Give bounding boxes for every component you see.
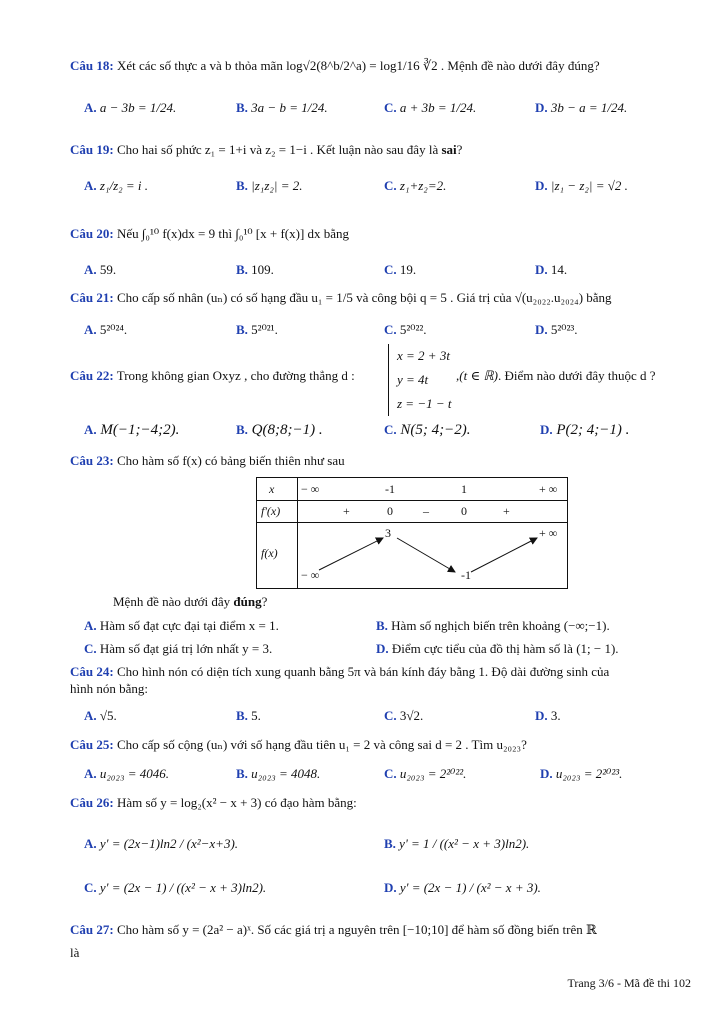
answer-c: C. y' = (2x − 1) / ((x² − x + 3)ln2). (84, 880, 267, 895)
answer-b: B. 3a − b = 1/24. (236, 100, 328, 115)
x-value: -1 (385, 482, 395, 496)
answer-c: C. u₂₀₂₃ = 2²⁰²². (384, 766, 467, 781)
answer-c: C. Hàm số đạt giá trị lớn nhất y = 3. (84, 641, 273, 656)
answer-c: C. 19. (384, 262, 417, 277)
answer-a: A. √5. (84, 708, 117, 723)
question-22: Câu 22: Trong không gian Oxyz , cho đường thẳng d : (70, 368, 355, 383)
answer-d: D. 14. (535, 262, 568, 277)
answer-b: B. |z₁z₂| = 2. (236, 178, 303, 193)
question-20: Câu 20: Nếu ∫₀¹⁰ f(x)dx = 9 thì ∫₀¹⁰ [x + f(x)] dx bằng (70, 226, 350, 241)
x-value: − ∞ (301, 482, 320, 496)
question-18 (70, 58, 600, 74)
page-footer: Trang 3/6 - Mã đề thi 102 (567, 976, 691, 990)
answer-a: A. z₁/z₂ = i . (84, 178, 149, 193)
answer-a: A. a − 3b = 1/24. (84, 100, 177, 115)
answer-d: D. Điểm cực tiểu của đồ thị hàm số là (1; − 1). (376, 641, 619, 656)
answer-c: C. 3√2. (384, 708, 424, 723)
question-23-prompt: Mệnh đề nào dưới đây đúng? (113, 594, 268, 609)
question-24-line2: hình nón bằng: (70, 681, 148, 696)
answer-b: B. y' = 1 / ((x² − x + 3)ln2). (384, 836, 530, 851)
answer-b: B. 5²⁰²¹. (236, 322, 278, 337)
answer-a: A. 59. (84, 262, 117, 277)
answer-a: A. M(−1;−4;2). (84, 422, 180, 438)
question-26: Câu 26: Hàm số y = log₂(x² − x + 3) có đạo hàm bằng: (70, 795, 357, 810)
answer-d: D. |z₁ − z₂| = √2 . (535, 178, 628, 193)
question-24: Câu 24: Cho hình nón có diện tích xung quanh bằng 5π và bán kính đáy bằng 1. Độ dài đường sinh của (70, 664, 610, 679)
answer-b: B. 5. (236, 708, 261, 723)
table-fprime-label: f'(x) (261, 504, 281, 518)
question-label: Câu 18: (70, 58, 114, 73)
question-27-line2: là (70, 945, 80, 960)
answer-d: D. P(2; 4;−1) . (540, 422, 630, 438)
answer-b: B. Q(8;8;−1) . (236, 422, 323, 438)
sign: 0 (387, 504, 393, 518)
question-text: Xét các số thực a và b thỏa mãn log√2(8^b/2^a) = log1/16 ∛2 . Mệnh đề nào dưới đây đúng? (116, 58, 600, 73)
table-x-label: x (269, 482, 275, 496)
answer-c: C. a + 3b = 1/24. (384, 100, 477, 115)
answer-b: B. u₂₀₂₃ = 4048. (236, 766, 321, 781)
f-value: + ∞ (539, 526, 558, 540)
answer-b: B. Hàm số nghịch biến trên khoảng (−∞;−1). (376, 618, 610, 633)
line-equation-system: x = 2 + 3t y = 4t z = −1 − t (388, 344, 452, 416)
answer-c: C. N(5; 4;−2). (384, 422, 471, 438)
f-value: -1 (461, 568, 471, 582)
answer-d: D. 3. (535, 708, 561, 723)
variation-table (256, 477, 568, 589)
answer-c: C. z₁+z₂=2. (384, 178, 447, 193)
x-value: 1 (461, 482, 467, 496)
answer-a: A. Hàm số đạt cực đại tại điểm x = 1. (84, 618, 279, 633)
answer-a: A. u₂₀₂₃ = 4046. (84, 766, 169, 781)
question-27: Câu 27: Cho hàm số y = (2a² − a)ˣ. Số các giá trị a nguyên trên [−10;10] để hàm số đồng biến trên ℝ (70, 922, 597, 937)
answer-d: D. 3b − a = 1/24. (535, 100, 628, 115)
f-value: − ∞ (301, 568, 320, 582)
question-25: Câu 25: Cho cấp số cộng (uₙ) với số hạng đầu tiên u₁ = 2 và công sai d = 2 . Tìm u₂₀₂₃? (70, 737, 527, 752)
answer-a: A. y' = (2x−1)ln2 / (x²−x+3). (84, 836, 239, 851)
sign: + (343, 504, 350, 518)
question-19: Câu 19: Cho hai số phức z₁ = 1+i và z₂ = 1−i . Kết luận nào sau đây là sai? (70, 142, 463, 157)
answer-d: D. u₂₀₂₃ = 2²⁰²³. (540, 766, 623, 781)
question-22-tail: ,(t ∈ ℝ). Điểm nào dưới đây thuộc d ? (456, 368, 656, 383)
table-f-label: f(x) (261, 546, 278, 560)
answer-d: D. 5²⁰²³. (535, 322, 578, 337)
question-21: Câu 21: Cho cấp số nhân (uₙ) có số hạng đầu u₁ = 1/5 và công bội q = 5 . Giá trị của √(u₂₀₂₂.u₂₀₂₄) bằng (70, 290, 612, 305)
f-value: 3 (385, 526, 391, 540)
answer-c: C. 5²⁰²². (384, 322, 427, 337)
answer-d: D. y' = (2x − 1) / (x² − x + 3). (384, 880, 541, 895)
answer-b: B. 109. (236, 262, 274, 277)
sign: + (503, 504, 510, 518)
variation-arrows (257, 478, 567, 588)
answer-a: A. 5²⁰²⁴. (84, 322, 128, 337)
question-23: Câu 23: Cho hàm số f(x) có bảng biến thiên như sau (70, 453, 345, 468)
sign: – (423, 504, 429, 518)
x-value: + ∞ (539, 482, 558, 496)
sign: 0 (461, 504, 467, 518)
